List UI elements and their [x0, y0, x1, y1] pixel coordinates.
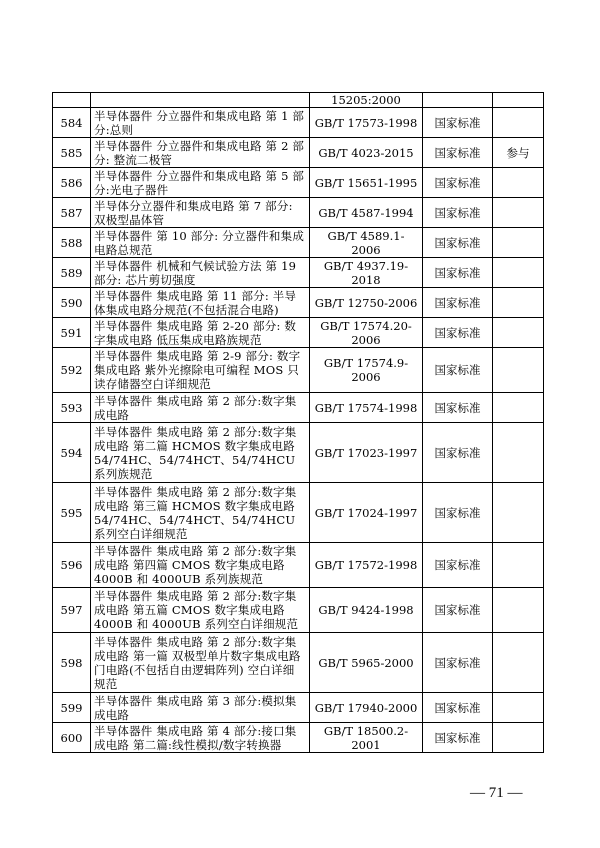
standard-type: 国家标准 — [423, 723, 493, 753]
standard-code: GB/T 17024-1997 — [310, 483, 423, 543]
standard-name: 半导体器件 分立器件和集成电路 第 5 部分:光电子器件 — [91, 168, 310, 198]
row-number: 585 — [53, 138, 91, 168]
standard-name: 半导体器件 分立器件和集成电路 第 1 部分:总则 — [91, 108, 310, 138]
standard-type: 国家标准 — [423, 543, 493, 588]
row-number: 586 — [53, 168, 91, 198]
standard-note — [493, 693, 544, 723]
standard-code: GB/T 4587-1994 — [310, 198, 423, 228]
table-row — [53, 93, 544, 108]
row-number: 597 — [53, 588, 91, 633]
table-row — [53, 543, 544, 588]
row-number — [53, 93, 91, 108]
table-row — [53, 288, 544, 318]
row-number: 598 — [53, 633, 91, 693]
table-row — [53, 168, 544, 198]
standard-type: 国家标准 — [423, 483, 493, 543]
standard-type: 国家标准 — [423, 318, 493, 348]
standard-code: GB/T 17574-1998 — [310, 393, 423, 423]
table-row — [53, 633, 544, 693]
row-number: 588 — [53, 228, 91, 258]
standard-note — [493, 723, 544, 753]
row-number: 589 — [53, 258, 91, 288]
standard-type: 国家标准 — [423, 588, 493, 633]
row-number: 592 — [53, 348, 91, 393]
row-number: 593 — [53, 393, 91, 423]
standard-type: 国家标准 — [423, 198, 493, 228]
standards-table — [52, 92, 544, 753]
table-row — [53, 723, 544, 753]
standard-code: GB/T 17940-2000 — [310, 693, 423, 723]
standard-note — [493, 543, 544, 588]
row-number: 596 — [53, 543, 91, 588]
standard-note — [493, 288, 544, 318]
table-row — [53, 423, 544, 483]
standard-type: 国家标准 — [423, 258, 493, 288]
standard-code: GB/T 12750-2006 — [310, 288, 423, 318]
standard-note — [493, 393, 544, 423]
standard-type: 国家标准 — [423, 633, 493, 693]
standard-note — [493, 348, 544, 393]
standard-name: 半导体器件 集成电路 第 2 部分:数字集成电路 — [91, 393, 310, 423]
standard-note — [493, 258, 544, 288]
standard-code: GB/T 17574.20-2006 — [310, 318, 423, 348]
standard-name: 半导体器件 机械和气候试验方法 第 19 部分: 芯片剪切强度 — [91, 258, 310, 288]
standard-note: 参与 — [493, 138, 544, 168]
standard-name — [91, 93, 310, 108]
standard-name: 半导体器件 集成电路 第 2 部分:数字集成电路 第三篇 HCMOS 数字集成电路 54/74HC、54/74HCT、54/74HCU 系列空白详细规范 — [91, 483, 310, 543]
table-row — [53, 228, 544, 258]
standard-name: 半导体器件 集成电路 第 2 部分:数字集成电路 第一篇 双极型单片数字集成电路门电路(不包括自由逻辑阵列) 空白详细规范 — [91, 633, 310, 693]
standard-note — [493, 93, 544, 108]
standard-type: 国家标准 — [423, 693, 493, 723]
table-row — [53, 393, 544, 423]
standard-code: GB/T 4589.1-2006 — [310, 228, 423, 258]
standard-note — [493, 588, 544, 633]
standard-note — [493, 228, 544, 258]
standard-type: 国家标准 — [423, 108, 493, 138]
table-row — [53, 588, 544, 633]
standard-code: GB/T 17023-1997 — [310, 423, 423, 483]
table-row — [53, 198, 544, 228]
standard-type — [423, 93, 493, 108]
table-row — [53, 318, 544, 348]
standard-code: GB/T 17572-1998 — [310, 543, 423, 588]
standard-type: 国家标准 — [423, 348, 493, 393]
standard-type: 国家标准 — [423, 168, 493, 198]
standard-name: 半导体器件 集成电路 第 3 部分:模拟集成电路 — [91, 693, 310, 723]
standard-type: 国家标准 — [423, 288, 493, 318]
standard-code: GB/T 18500.2-2001 — [310, 723, 423, 753]
row-number: 599 — [53, 693, 91, 723]
table-row — [53, 348, 544, 393]
standard-note — [493, 483, 544, 543]
standard-name: 半导体器件 集成电路 第 2 部分:数字集成电路 第四篇 CMOS 数字集成电路 4000B 和 4000UB 系列族规范 — [91, 543, 310, 588]
standard-note — [493, 168, 544, 198]
standard-code: GB/T 4023-2015 — [310, 138, 423, 168]
standard-name: 半导体器件 集成电路 第 2-9 部分: 数字集成电路 紫外光擦除电可编程 MOS 只读存储器空白详细规范 — [91, 348, 310, 393]
standard-type: 国家标准 — [423, 228, 493, 258]
standard-name: 半导体器件 集成电路 第 2 部分:数字集成电路 第二篇 HCMOS 数字集成电路 54/74HC、54/74HCT、54/74HCU 系列族规范 — [91, 423, 310, 483]
standard-note — [493, 633, 544, 693]
standard-name: 半导体器件 分立器件和集成电路 第 2 部分: 整流二极管 — [91, 138, 310, 168]
standard-note — [493, 198, 544, 228]
standard-code: GB/T 17574.9-2006 — [310, 348, 423, 393]
table-row — [53, 108, 544, 138]
standard-code: GB/T 9424-1998 — [310, 588, 423, 633]
table-row — [53, 258, 544, 288]
standard-name: 半导体器件 集成电路 第 2-20 部分: 数字集成电路 低压集成电路族规范 — [91, 318, 310, 348]
standard-code: 15205:2000 — [310, 93, 423, 108]
standard-code: GB/T 17573-1998 — [310, 108, 423, 138]
table-row — [53, 693, 544, 723]
standard-name: 半导体器件 集成电路 第 11 部分: 半导体集成电路分规范(不包括混合电路) — [91, 288, 310, 318]
standard-code: GB/T 5965-2000 — [310, 633, 423, 693]
standards-table-body — [53, 93, 544, 753]
standard-type: 国家标准 — [423, 423, 493, 483]
standard-note — [493, 108, 544, 138]
table-row — [53, 483, 544, 543]
standard-type: 国家标准 — [423, 138, 493, 168]
standard-name: 半导体分立器件和集成电路 第 7 部分: 双极型晶体管 — [91, 198, 310, 228]
row-number: 600 — [53, 723, 91, 753]
row-number: 591 — [53, 318, 91, 348]
row-number: 594 — [53, 423, 91, 483]
standard-note — [493, 423, 544, 483]
row-number: 587 — [53, 198, 91, 228]
page-number: — 71 — — [470, 785, 523, 801]
table-row — [53, 138, 544, 168]
standard-name: 半导体器件 集成电路 第 2 部分:数字集成电路 第五篇 CMOS 数字集成电路 4000B 和 4000UB 系列空白详细规范 — [91, 588, 310, 633]
standard-note — [493, 318, 544, 348]
standard-code: GB/T 15651-1995 — [310, 168, 423, 198]
standard-name: 半导体器件 第 10 部分: 分立器件和集成电路总规范 — [91, 228, 310, 258]
row-number: 584 — [53, 108, 91, 138]
row-number: 595 — [53, 483, 91, 543]
standard-name: 半导体器件 集成电路 第 4 部分:接口集成电路 第二篇:线性模拟/数字转换器 — [91, 723, 310, 753]
standard-type: 国家标准 — [423, 393, 493, 423]
standard-code: GB/T 4937.19-2018 — [310, 258, 423, 288]
row-number: 590 — [53, 288, 91, 318]
